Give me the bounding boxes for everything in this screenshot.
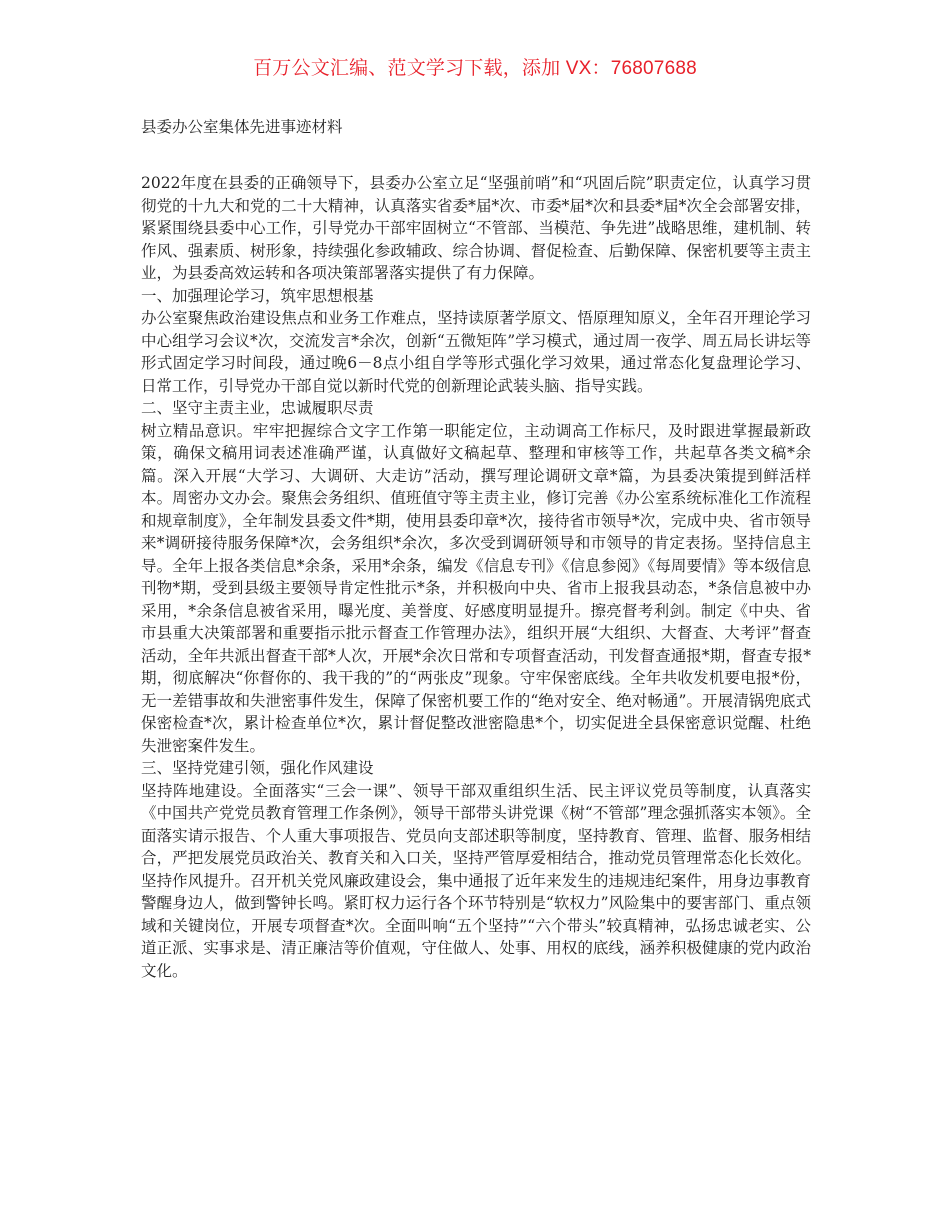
section-body-1: 办公室聚焦政治建设焦点和业务工作难点，坚持读原著学原文、悟原理知原义，全年召开理论学习中心组学习会议*次，交流发言*余次，创新“五微矩阵”学习模式，通过周一夜学、周五局长讲坛等形式固定学习时间段，通过晚6－8点小组自学等形式强化学习效果，通过常态化复盘理论学习、日常工作，引导党办干部自觉以新时代党的创新理论武装头脑、指导实践。 [141, 309, 811, 395]
document-title: 县委办公室集体先进事迹材料 [141, 118, 343, 136]
section-heading-1: 一、加强理论学习，筑牢思想根基 [141, 286, 374, 305]
intro-paragraph: 2022年度在县委的正确领导下，县委办公室立足“坚强前哨”和“巩固后院”职责定位，认真学习贯彻党的十九大和党的二十大精神，认真落实省委*届*次、市委*届*次和县委*届*次全会部署安排，紧紧围绕县委中心工作，引导党办干部牢固树立“不管部、当模范、争先进”战略思维，建机制、转作风、强素质、树形象，持续强化参政辅政、综合协调、督促检查、后勤保障、保密机要等主责主业，为县委高效运转和各项决策部署落实提供了有力保障。 [141, 174, 811, 282]
section-body-2: 树立精品意识。牢牢把握综合文字工作第一职能定位，主动调高工作标尺，及时跟进掌握最新政策，确保文稿用词表述准确严谨，认真做好文稿起草、整理和审核等工作，共起草各类文稿*余篇。深入开展“大学习、大调研、大走访”活动，撰写理论调研文章*篇，为县委决策提到鲜活样本。周密办文办会。聚焦会务组织、值班值守等主责主业，修订完善《办公室系统标准化工作流程和规章制度》，全年制发县委文件*期，使用县委印章*次，接待省市领导*次，完成中央、省市领导来*调研接待服务保障*次，会务组织*余次，多次受到调研领导和市领导的肯定表扬。坚持信息主导。全年上报各类信息*余条，采用*余条，编发《信息专刊》《信息参阅》《每周要情》等本级信息刊物*期，受到县级主要领导肯定性批示*条，并积极向中央、省市上报我县动态，*条信息被中办采用，*余条信息被省采用，曝光度、美誉度、好感度明显提升。擦亮督考利剑。制定《中央、省市县重大决策部署和重要指示批示督查工作管理办法》，组织开展“大组织、大督查、大考评”督查活动，全年共派出督查干部*人次，开展*余次日常和专项督查活动，刊发督查通报*期，督查专报*期，彻底解决“你督你的、我干我的”的“两张皮”现象。守牢保密底线。全年共收发机要电报*份，无一差错事故和失泄密事件发生，保障了保密机要工作的“绝对安全、绝对畅通”。开展清锅兜底式保密检查*次，累计检查单位*次，累计督促整改泄密隐患*个，切实促进全县保密意识觉醒、杜绝失泄密案件发生。 [141, 421, 811, 755]
document-body [141, 172, 811, 982]
section-heading-3: 三、坚持党建引领，强化作风建设 [141, 759, 374, 777]
section-body-3: 坚持阵地建设。全面落实“三会一课”、领导干部双重组织生活、民主评议党员等制度，认真落实《中国共产党党员教育管理工作条例》，领导干部带头讲党课《树“不管部”理念强抓落实本领》。全面落实请示报告、个人重大事项报告、党员向支部述职等制度，坚持教育、管理、监督、服务相结合，严把发展党员政治关、教育关和入口关，坚持严管厚爱相结合，推动党员管理常态化长效化。坚持作风提升。召开机关党风廉政建设会，集中通报了近年来发生的违规违纪案件，用身边事教育警醒身边人，做到警钟长鸣。紧盯权力运行各个环节特别是“软权力”风险集中的要害部门、重点领域和关键岗位，开展专项督查*次。全面叫响“五个坚持”“六个带头”较真精神，弘扬忠诚老实、公道正派、实事求是、清正廉洁等价值观，守住做人、处事、用权的底线，涵养积极健康的党内政治文化。 [141, 781, 811, 980]
promo-banner: 百万公文汇编、范文学习下载，添加 VX：76807688 [253, 58, 697, 79]
section-heading-2: 二、坚守主责主业，忠诚履职尽责 [141, 399, 374, 417]
